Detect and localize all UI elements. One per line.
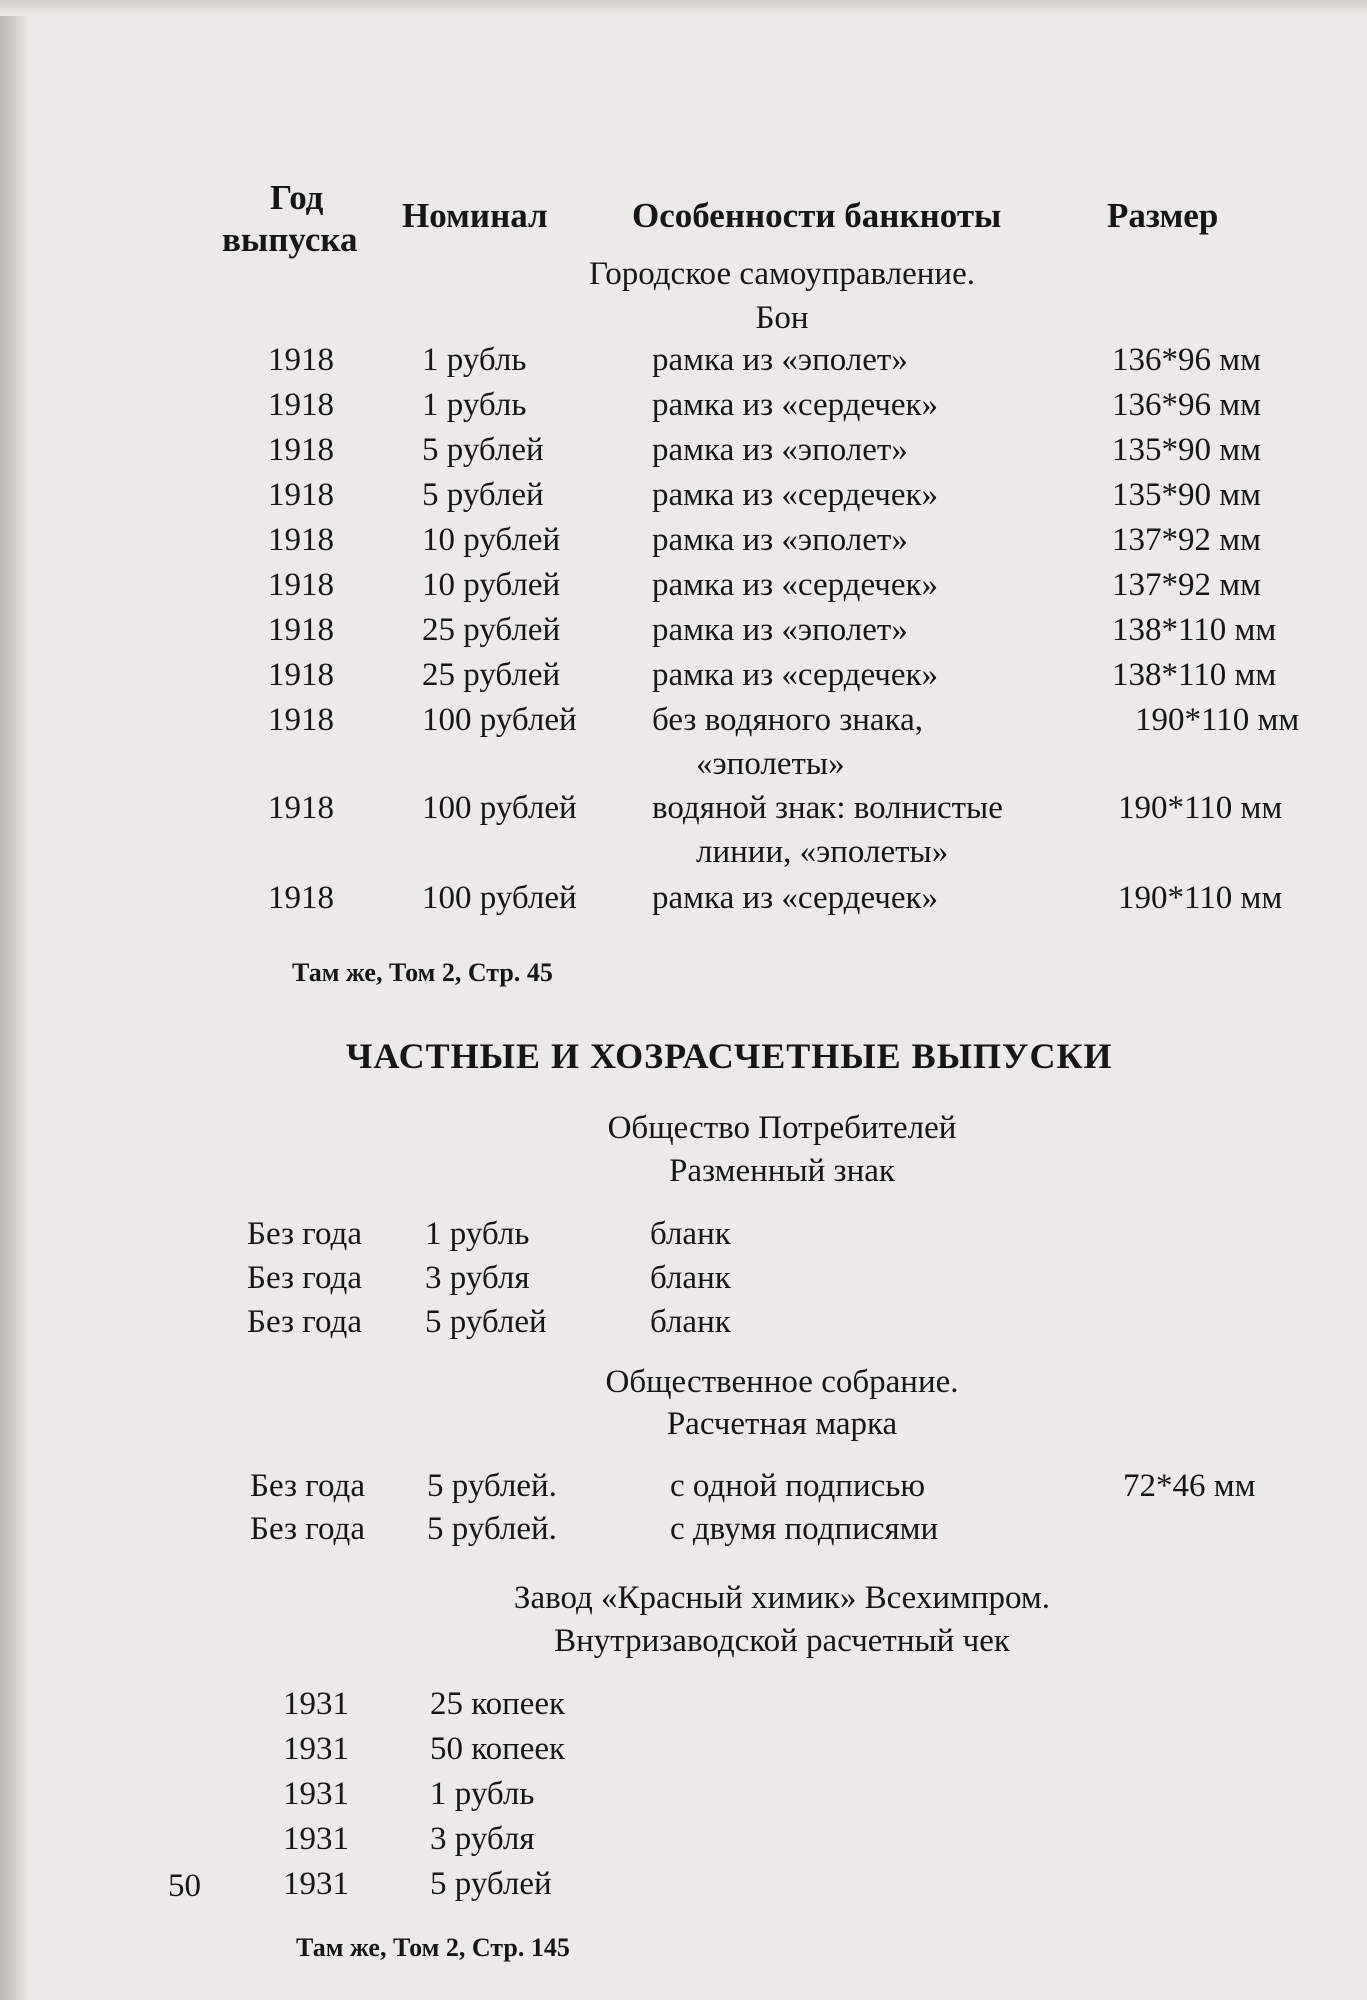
s1-row1-size: 136*96 мм	[1112, 342, 1262, 378]
s1-row11-feature: рамка из «сердечек»	[652, 880, 939, 916]
s4-row1-nominal: 25 копеек	[430, 1686, 566, 1722]
s4-row3-year: 1931	[283, 1776, 349, 1812]
s1-row3-feature: рамка из «эполет»	[652, 432, 908, 468]
s1-row6-nominal: 10 рублей	[422, 567, 561, 603]
page-number: 50	[168, 1868, 201, 1904]
s1-row10-year: 1918	[268, 790, 334, 826]
s2-row3-nominal: 5 рублей	[425, 1304, 547, 1340]
s3-row1-nominal: 5 рублей.	[427, 1468, 557, 1504]
s1-row5-year: 1918	[268, 522, 334, 558]
s1-row7-feature: рамка из «эполет»	[652, 612, 908, 648]
s4-row2-nominal: 50 копеек	[430, 1731, 566, 1767]
s3-row2-nominal: 5 рублей.	[427, 1511, 557, 1547]
s1-row6-size: 137*92 мм	[1112, 567, 1262, 603]
s2-row1-nominal: 1 рубль	[425, 1216, 530, 1252]
s1-row8-feature: рамка из «сердечек»	[652, 657, 939, 693]
s2-row2-year: Без года	[247, 1260, 362, 1296]
section4-subtitle: Внутризаводской расчетный чек	[554, 1623, 1010, 1659]
s2-row3-year: Без года	[247, 1304, 362, 1340]
s2-row3-feature: бланк	[650, 1304, 731, 1340]
s1-row10-feature-cont: линии, «эполеты»	[696, 834, 949, 870]
header-year-line2: выпуска	[222, 220, 358, 259]
s1-row2-year: 1918	[268, 387, 334, 423]
s1-row8-year: 1918	[268, 657, 334, 693]
s1-row3-size: 135*90 мм	[1112, 432, 1262, 468]
s4-row1-year: 1931	[283, 1686, 349, 1722]
s2-row2-feature: бланк	[650, 1260, 731, 1296]
section4-reference: Там же, Том 2, Стр. 145	[296, 1933, 570, 1962]
section1-title: Городское самоуправление.	[589, 256, 975, 292]
section3-title: Общественное собрание.	[605, 1364, 959, 1400]
s1-row8-size: 138*110 мм	[1112, 657, 1277, 693]
s1-row9-year: 1918	[268, 702, 334, 738]
s1-row9-feature-cont: «эполеты»	[696, 746, 845, 782]
s1-row4-nominal: 5 рублей	[422, 477, 544, 513]
s3-row1-year: Без года	[250, 1468, 365, 1504]
s4-row5-year: 1931	[283, 1866, 349, 1902]
s4-row5-nominal: 5 рублей	[430, 1866, 552, 1902]
section2-title: Общество Потребителей	[607, 1110, 957, 1146]
header-nominal: Номинал	[402, 196, 548, 235]
s1-row1-feature: рамка из «эполет»	[652, 342, 908, 378]
s2-row2-nominal: 3 рубля	[425, 1260, 530, 1296]
s1-row5-feature: рамка из «эполет»	[652, 522, 908, 558]
section2-subtitle: Разменный знак	[669, 1153, 895, 1189]
s1-row11-year: 1918	[268, 880, 334, 916]
s1-row4-feature: рамка из «сердечек»	[652, 477, 939, 513]
s3-row1-feature: с одной подписью	[670, 1468, 925, 1504]
s1-row5-nominal: 10 рублей	[422, 522, 561, 558]
page-top-shadow	[0, 0, 1367, 16]
s1-row11-size: 190*110 мм	[1118, 880, 1283, 916]
s1-row9-nominal: 100 рублей	[422, 702, 577, 738]
s3-row2-year: Без года	[250, 1511, 365, 1547]
header-features: Особенности банкноты	[632, 196, 1002, 235]
s1-row10-size: 190*110 мм	[1118, 790, 1283, 826]
s1-row2-size: 136*96 мм	[1112, 387, 1262, 423]
s1-row3-nominal: 5 рублей	[422, 432, 544, 468]
s4-row2-year: 1931	[283, 1731, 349, 1767]
s2-row1-year: Без года	[247, 1216, 362, 1252]
s1-row2-feature: рамка из «сердечек»	[652, 387, 939, 423]
s1-row8-nominal: 25 рублей	[422, 657, 561, 693]
page-edge-shadow	[0, 0, 30, 2000]
s4-row4-nominal: 3 рубля	[430, 1821, 535, 1857]
s1-row4-year: 1918	[268, 477, 334, 513]
section1-subtitle: Бон	[755, 300, 809, 336]
s1-row11-nominal: 100 рублей	[422, 880, 577, 916]
s1-row9-feature: без водяного знака,	[652, 702, 923, 738]
s4-row3-nominal: 1 рубль	[430, 1776, 535, 1812]
header-size: Размер	[1107, 196, 1219, 235]
s3-row2-feature: с двумя подписями	[670, 1511, 939, 1547]
s1-row3-year: 1918	[268, 432, 334, 468]
section-heading: ЧАСТНЫЕ И ХОЗРАСЧЕТНЫЕ ВЫПУСКИ	[346, 1036, 1113, 1076]
section4-title: Завод «Красный химик» Всехимпром.	[513, 1580, 1051, 1616]
s1-row7-size: 138*110 мм	[1112, 612, 1277, 648]
s2-row1-feature: бланк	[650, 1216, 731, 1252]
s1-row2-nominal: 1 рубль	[422, 387, 527, 423]
s1-row6-year: 1918	[268, 567, 334, 603]
header-year-line1: Год	[270, 178, 324, 217]
section3-subtitle: Расчетная марка	[666, 1406, 898, 1442]
s1-row10-feature: водяной знак: волнистые	[652, 790, 1003, 826]
s1-row7-year: 1918	[268, 612, 334, 648]
s1-row5-size: 137*92 мм	[1112, 522, 1262, 558]
s1-row7-nominal: 25 рублей	[422, 612, 561, 648]
s1-row1-nominal: 1 рубль	[422, 342, 527, 378]
s1-row1-year: 1918	[268, 342, 334, 378]
section1-reference: Там же, Том 2, Стр. 45	[292, 958, 553, 987]
s1-row9-size: 190*110 мм	[1135, 702, 1300, 738]
s4-row4-year: 1931	[283, 1821, 349, 1857]
s1-row6-feature: рамка из «сердечек»	[652, 567, 939, 603]
s3-row1-size: 72*46 мм	[1123, 1468, 1256, 1504]
s1-row4-size: 135*90 мм	[1112, 477, 1262, 513]
s1-row10-nominal: 100 рублей	[422, 790, 577, 826]
